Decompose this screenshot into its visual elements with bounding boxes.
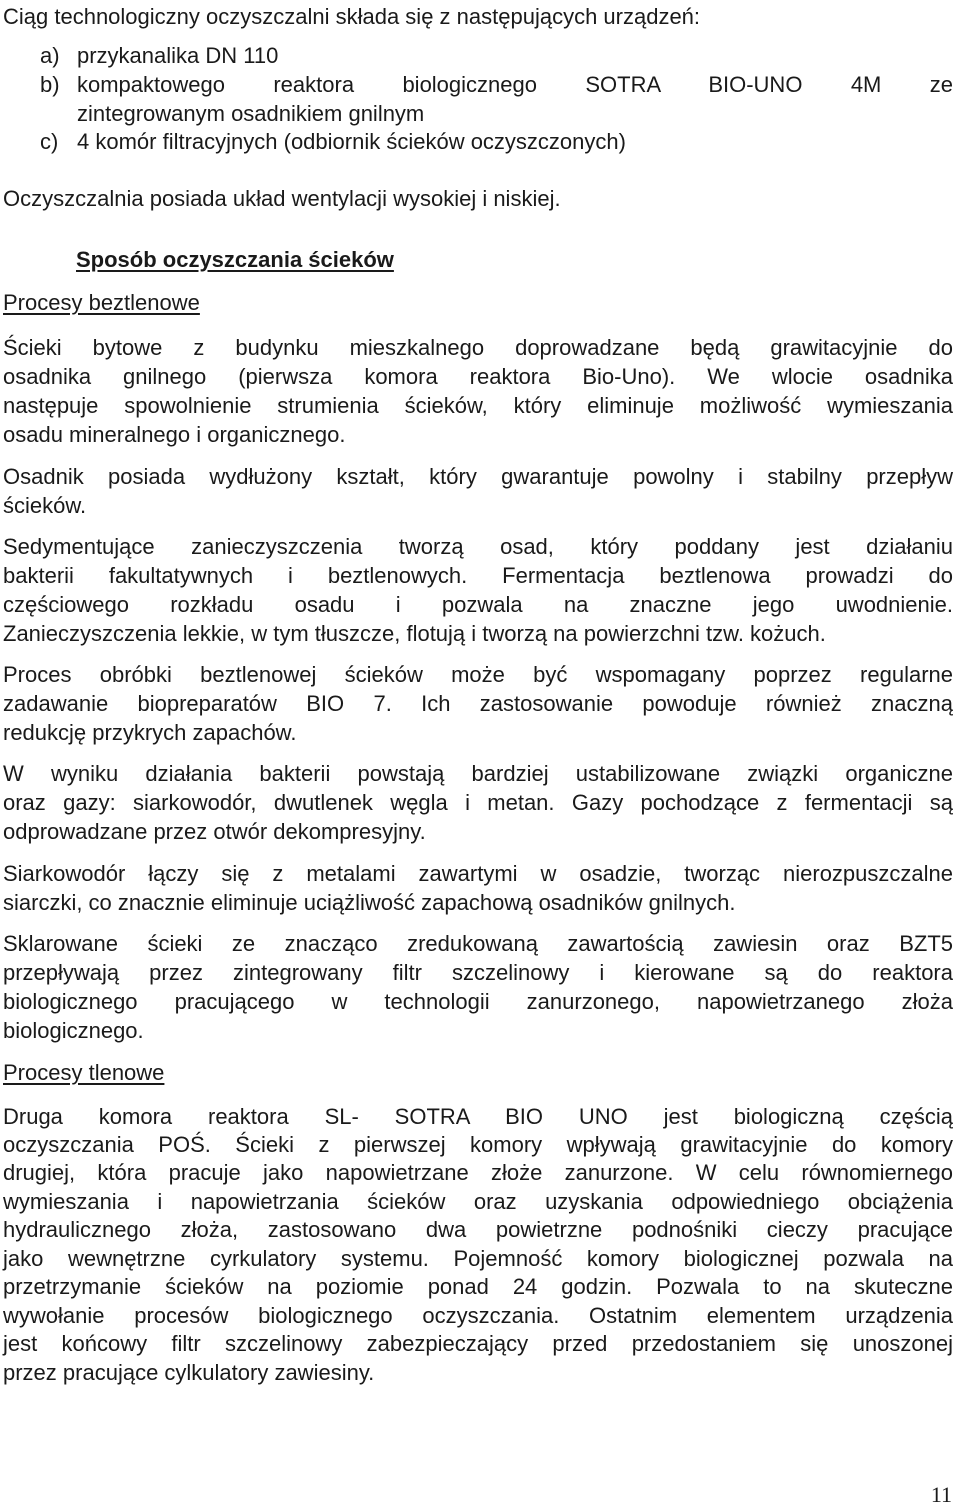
paragraph-line: bakterii fakultatywnych i beztlenowych. Fermentacja beztlenowa prowadzi do (3, 563, 953, 588)
paragraph-line: ścieków. (3, 493, 87, 518)
subsection-title: Procesy tlenowe (3, 1060, 165, 1085)
paragraph-line: oraz gazy: siarkowodór, dwutlenek węgla i metan. Gazy pochodzące z fermentacji są (3, 790, 953, 815)
list-item-text: kompaktowego reaktora biologicznego SOTRA BIO-UNO 4M ze (77, 72, 953, 97)
paragraph-line: Sklarowane ścieki ze znacząco zredukowaną zawartością zawiesin oraz BZT5 (3, 931, 953, 956)
paragraph-line: jest końcowy filtr szczelinowy zabezpieczający przed przedostaniem się unoszonej (3, 1331, 953, 1356)
paragraph-line: Proces obróbki beztlenowej ścieków może być wspomagany poprzez regularne (3, 662, 953, 687)
list-item-label: b) (40, 72, 60, 97)
paragraph-line: Ścieki bytowe z budynku mieszkalnego doprowadzane będą grawitacyjnie do (3, 335, 953, 360)
intro-text: Ciąg technologiczny oczyszczalni składa się z następujących urządzeń: (3, 4, 701, 29)
subsection-title: Procesy beztlenowe (3, 290, 200, 315)
ventilation-text: Oczyszczalnia posiada układ wentylacji wysokiej i niskiej. (3, 186, 561, 211)
paragraph-line: drugiej, która pracuje jako napowietrzane złoże zanurzone. W celu równomiernego (3, 1160, 953, 1185)
paragraph-line: wywołanie procesów biologicznego oczyszczania. Ostatnim elementem urządzenia (3, 1303, 953, 1328)
page-number: 11 (930, 1482, 952, 1507)
list-item-label: a) (40, 43, 60, 68)
paragraph-line: siarczki, co znacznie eliminuje uciążliwość zapachową osadników gnilnych. (3, 890, 736, 915)
paragraph-line: redukcję przykrych zapachów. (3, 720, 297, 745)
paragraph-line: Osadnik posiada wydłużony kształt, który gwarantuje powolny i stabilny przepływ (3, 464, 953, 489)
list-item-text: 4 komór filtracyjnych (odbiornik ścieków oczyszczonych) (77, 129, 626, 154)
paragraph-line: następuje spowolnienie strumienia ścieków, który eliminuje możliwość wymieszania (3, 393, 953, 418)
paragraph-line: Zanieczyszczenia lekkie, w tym tłuszcze, flotują i tworzą na powierzchni tzw. kożuch. (3, 621, 826, 646)
paragraph-line: odprowadzane przez otwór dekompresyjny. (3, 819, 426, 844)
paragraph-line: zadawanie biopreparatów BIO 7. Ich zastosowanie powoduje również znaczną (3, 691, 953, 716)
paragraph-line: hydraulicznego złoża, zastosowano dwa powietrzne podnośniki cieczy pracujące (3, 1217, 953, 1242)
list-item-text: przykanalika DN 110 (77, 43, 279, 68)
paragraph-line: biologicznego pracującego w technologii zanurzonego, napowietrzanego złoża (3, 989, 953, 1014)
paragraph-line: osadnika gnilnego (pierwsza komora reaktora Bio-Uno). We wlocie osadnika (3, 364, 953, 389)
list-item-text: zintegrowanym osadnikiem gnilnym (77, 101, 425, 126)
paragraph-line: Sedymentujące zanieczyszczenia tworzą osad, który poddany jest działaniu (3, 534, 953, 559)
paragraph-line: W wyniku działania bakterii powstają bardziej ustabilizowane związki organiczne (3, 761, 953, 786)
section-heading: Sposób oczyszczania ścieków (76, 247, 394, 272)
paragraph-line: Siarkowodór łączy się z metalami zawartymi w osadzie, tworząc nierozpuszczalne (3, 861, 953, 886)
paragraph-line: przez pracujące cylkulatory zawiesiny. (3, 1360, 375, 1385)
paragraph-line: częściowego rozkładu osadu i pozwala na znaczne jego uwodnienie. (3, 592, 953, 617)
list-item-label: c) (40, 129, 59, 154)
paragraph-line: Druga komora reaktora SL- SOTRA BIO UNO jest biologiczną częścią (3, 1104, 953, 1129)
paragraph-line: oczyszczania POŚ. Ścieki z pierwszej komory wpływają grawitacyjnie do komory (3, 1132, 953, 1157)
paragraph-line: przepływają przez zintegrowany filtr szczelinowy i kierowane są do reaktora (3, 960, 953, 985)
paragraph-line: wymieszania i napowietrzania ścieków oraz uzyskania odpowiedniego obciążenia (3, 1189, 953, 1214)
paragraph-line: biologicznego. (3, 1018, 144, 1043)
paragraph-line: jako wewnętrzne cyrkulatory systemu. Pojemność komory biologicznej pozwala na (3, 1246, 953, 1271)
paragraph-line: przetrzymanie ścieków na poziomie ponad 24 godzin. Pozwala to na skuteczne (3, 1274, 953, 1299)
paragraph-line: osadu mineralnego i organicznego. (3, 422, 346, 447)
